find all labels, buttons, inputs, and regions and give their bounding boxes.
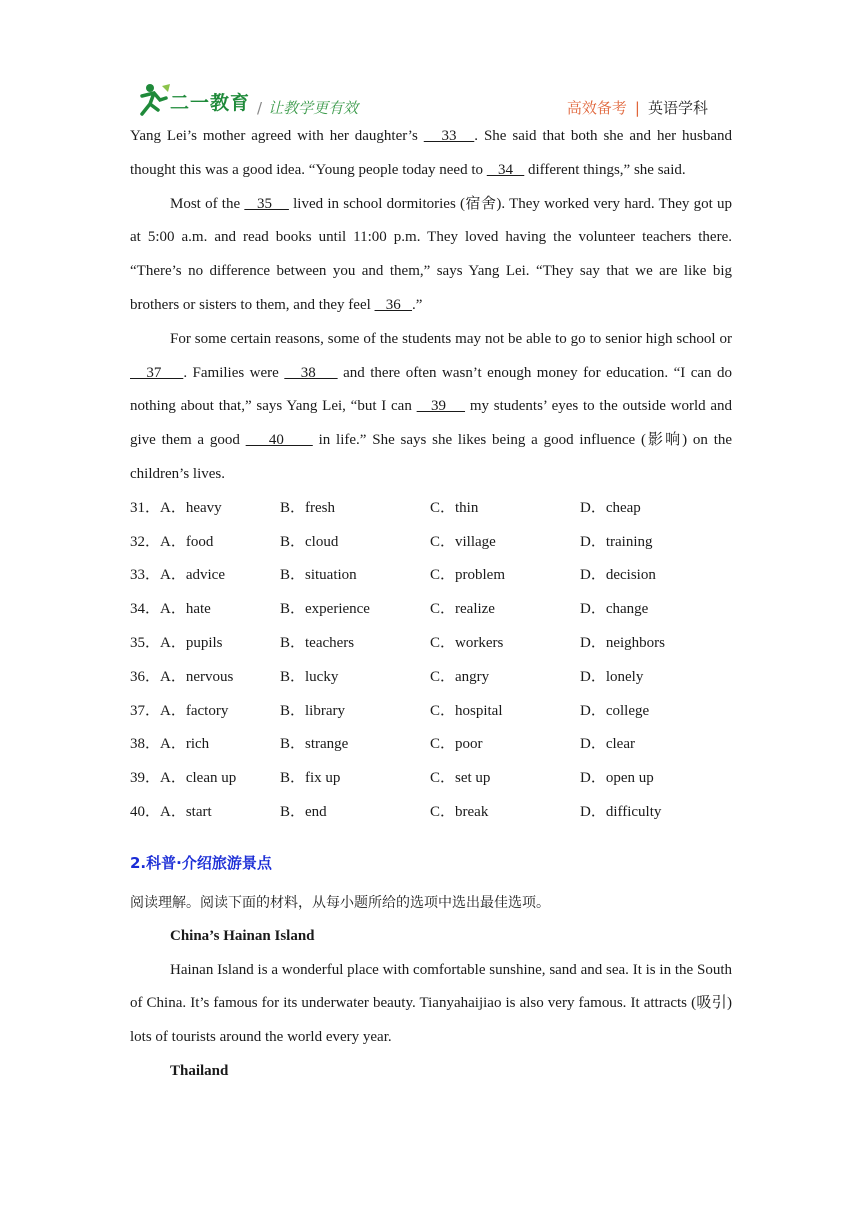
blank-33: 33 [423,128,475,144]
document-body [130,120,732,1089]
logo-text: 二一教育 [170,92,251,114]
blank-39: 39 [416,398,466,415]
option-row: 37．A．factory B．library C．hospital D．college [130,702,650,719]
passage-paragraph-3: For some certain reasons, some of the students may not be able to go to senior high school or 37 . Families were 38 and there often wasn’t enough money for education. “I can do nothing about that,” says Yang Lei, “but I can 39 my students’ eyes to the outside world and give them a good 40 in life.” She says she likes being a good influence (影响) on the children’s lives. [130,330,733,482]
option-row: 33．A．advice B．situation C．problem D．decision [130,567,656,584]
header-slogan: / 让教学更有效 [257,99,359,117]
option-row: 32．A．food B．cloud C．village D．training [130,533,653,550]
option-row: 31．A．heavy B．fresh C．thin D．cheap [130,499,641,516]
passage-paragraph-1: Yang Lei’s mother agreed with her daughter’s 33 . She said that both she and her husband thought this was a good idea. “Young people today need to 34 different things,” she said. [130,128,733,178]
option-row: 39．A．clean up B．fix up C．set up D．open up [130,770,654,787]
option-row: 36．A．nervous B．lucky C．angry D．lonely [130,668,644,685]
blank-34: 34 [486,161,525,178]
passage-paragraph-2: Most of the 35 lived in school dormitories (宿舍). They worked very hard. They got up at 5:00 a.m. and read books until 11:00 p.m. They loved having the volunteer teachers there. “There’s no difference between you and them,” says Yang Lei. “They say that we are like big brothers or sisters to them, and they feel 36 .” [130,195,733,313]
reading-title-thailand: Thailand [170,1062,229,1079]
options-list [130,492,732,830]
reading-title-hainan: China’s Hainan Island [170,927,315,944]
header-tag-right: 英语学科 [647,99,708,117]
blank-37: 37 [130,364,184,381]
option-row: 38．A．rich B．strange C．poor D．clear [130,736,635,753]
blank-36: 36 [374,296,413,313]
header-tag-left: 高效备考 [566,99,627,117]
option-row: 34．A．hate B．experience C．realize D．change [130,601,649,618]
blank-40: 40 [245,432,313,449]
option-row: 40．A．start B．end C．break D．difficulty [130,803,662,820]
section-instruction: 阅读理解。阅读下面的材料，从每小题所给的选项中选出最佳选项。 [130,894,550,911]
blank-35: 35 [244,195,289,212]
reading-paragraph-hainan: Hainan Island is a wonderful place with comfortable sunshine, sand and sea. It is in the South of China. It’s famous for its underwater beauty. Tianyahaijiao is also very famous. It attracts (吸引) lots of tourists around the world every year. [130,961,732,1046]
section-heading: 2.科普·介绍旅游景点 [130,853,272,872]
header-tags: 高效备考 | 英语学科 [566,99,708,117]
page-header [0,0,860,125]
blank-38: 38 [284,364,338,381]
option-row: 35．A．pupils B．teachers C．workers D．neighbors [130,634,665,651]
